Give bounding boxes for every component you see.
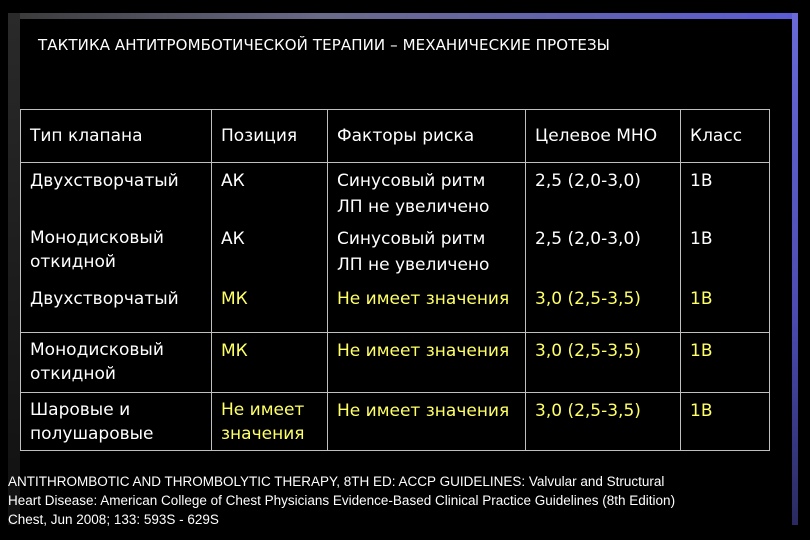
table-header-row [21,110,770,163]
cell-risk [328,163,526,221]
cell-position [212,393,328,451]
table-row [21,393,770,451]
top-accent-bar [8,13,798,19]
cell-inr: 2,5 (2,0-3,0) [526,221,681,281]
cell-risk [328,393,526,451]
cell-class: 1В [681,221,770,281]
cell-text: МК [221,341,248,361]
header-position: Позиция [212,110,328,163]
cell-valve-type [21,333,212,393]
cell-position [212,163,328,221]
cell-class: 1В [681,163,770,221]
table-row [21,163,770,221]
cell-text: Не имеет значения [337,401,510,421]
cell-text: ЛП не увеличено [337,254,490,275]
cell-text: Синусовый ритм [337,171,486,191]
cell-class: 1В [681,333,770,393]
cell-text: Не имеет [221,400,305,420]
citation-line: Chest, Jun 2008; 133: 593S - 629S [8,512,219,527]
cell-text: значения [221,424,305,444]
cell-inr: 3,0 (2,5-3,5) [526,333,681,393]
cell-inr: 3,0 (2,5-3,5) [526,281,681,333]
cell-inr: 3,0 (2,5-3,5) [526,393,681,451]
cell-position [212,333,328,393]
cell-text: Двухстворчатый [30,171,179,191]
left-accent-bar [8,13,20,525]
cell-position [212,281,328,333]
therapy-table [20,109,770,451]
citation-line: Heart Disease: American College of Chest Physicians Evidence-Based Clinical Practice Guidelines (8th Edition) [8,493,676,508]
slide-title: ТАКТИКА АНТИТРОМБОТИЧЕСКОЙ ТЕРАПИИ – МЕХАНИЧЕСКИЕ ПРОТЕЗЫ [38,36,611,54]
cell-text: откидной [30,251,116,272]
cell-text: АК [221,171,245,191]
cell-text: Не имеет значения [337,341,510,361]
cell-text: Двухстворчатый [30,288,179,309]
cell-text: ЛП не увеличено [337,197,490,217]
cell-risk [328,281,526,333]
cell-text: откидной [30,364,116,384]
table-row [21,281,770,333]
cell-risk [328,333,526,393]
cell-text: полушаровые [30,424,154,444]
cell-valve-type [21,163,212,221]
cell-class: 1В [681,281,770,333]
cell-text: Не имеет значения [337,288,510,309]
cell-class: 1В [681,393,770,451]
cell-text: Шаровые и [30,400,131,420]
cell-text: Синусовый ритм [337,228,486,249]
table-row [21,221,770,281]
header-risk-factors: Факторы риска [328,110,526,163]
cell-text: АК [221,228,245,249]
cell-valve-type [21,281,212,333]
cell-valve-type [21,221,212,281]
cell-inr: 2,5 (2,0-3,0) [526,163,681,221]
cell-text: МК [221,288,248,309]
cell-text: Монодисковый [30,227,164,248]
cell-valve-type [21,393,212,451]
cell-position [212,221,328,281]
table-row [21,333,770,393]
header-valve-type: Тип клапана [21,110,212,163]
citation-line: ANTITHROMBOTIC AND THROMBOLYTIC THERAPY, 8TH ED: ACCP GUIDELINES: Valvular and Structural [8,474,665,489]
cell-text: Монодисковый [30,340,164,360]
cell-risk [328,221,526,281]
header-target-inr: Целевое МНО [526,110,681,163]
right-accent-bar [792,13,798,525]
header-class: Класс [681,110,770,163]
citation-footer [8,472,803,529]
